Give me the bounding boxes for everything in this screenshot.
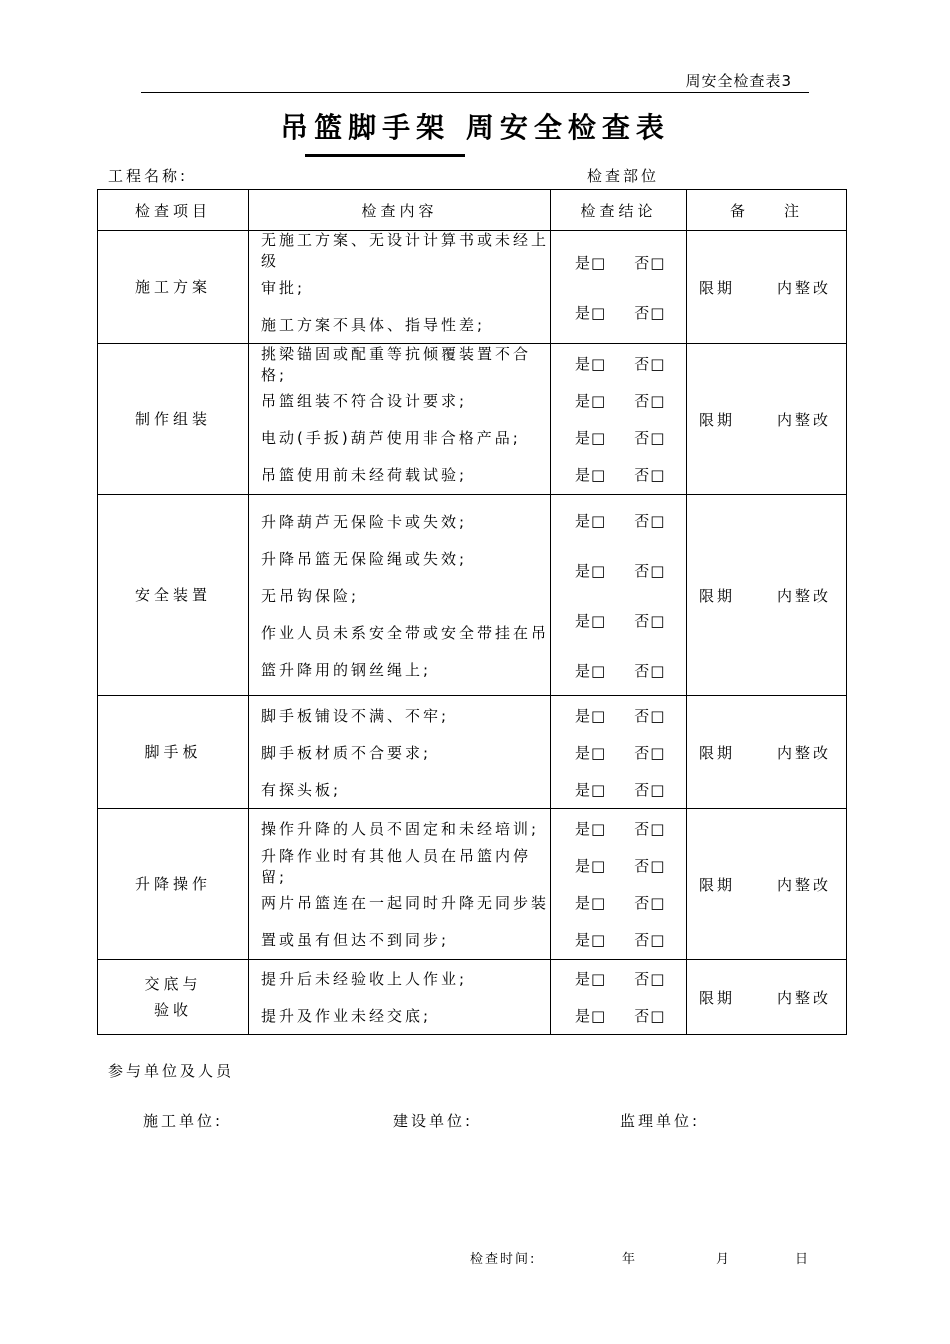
yes-checkbox[interactable]: 是□ [575, 743, 607, 762]
no-checkbox[interactable]: 否□ [634, 355, 666, 373]
rectify-label: 内整改 [777, 988, 832, 1007]
conclusion-line [575, 810, 686, 847]
yes-checkbox[interactable]: 是□ [575, 392, 607, 410]
no-checkbox[interactable]: 否□ [634, 1007, 666, 1025]
conclusion-cell [551, 231, 687, 344]
yes-checkbox[interactable]: 是□ [575, 355, 607, 373]
no-checkbox[interactable]: 否□ [634, 511, 666, 530]
conclusion-line [575, 456, 686, 493]
no-checkbox[interactable]: 否□ [634, 303, 666, 322]
construction-unit-label: 施工单位: [143, 1112, 224, 1130]
content-line: 升降葫芦无保险卡或失效; [261, 512, 468, 531]
conclusion-cell [551, 344, 687, 495]
header-content: 检查内容 [249, 190, 551, 231]
conclusion-line [575, 921, 686, 958]
conclusion-line [575, 771, 686, 808]
no-checkbox[interactable]: 否□ [634, 894, 666, 912]
conclusion-line [575, 345, 686, 382]
yes-checkbox[interactable]: 是□ [575, 706, 607, 725]
yes-checkbox[interactable]: 是□ [575, 511, 607, 530]
client-unit-label: 建设单位: [393, 1112, 474, 1130]
yes-checkbox[interactable]: 是□ [575, 466, 607, 484]
rectify-label: 内整改 [777, 875, 832, 894]
yes-checkbox[interactable]: 是□ [575, 303, 607, 322]
inspection-table [97, 189, 847, 1035]
content-cell [249, 231, 551, 344]
no-checkbox[interactable]: 否□ [634, 743, 666, 762]
content-cell [249, 495, 551, 696]
table-row [98, 344, 847, 495]
content-line: 升降作业时有其他人员在吊篮内停留; [261, 846, 532, 886]
content-cell [249, 960, 551, 1035]
header-item: 检查项目 [98, 190, 249, 231]
content-line: 置或虽有但达不到同步; [261, 931, 450, 949]
content-line: 两片吊篮连在一起同时升降无同步装 [261, 894, 550, 912]
inspection-date-label: 检查时间: [470, 1252, 537, 1267]
content-line: 审批; [261, 278, 306, 297]
no-checkbox[interactable]: 否□ [634, 253, 666, 272]
inspection-location-label: 检查部位 [587, 167, 660, 185]
header-conclusion: 检查结论 [551, 190, 687, 231]
table-row [98, 495, 847, 696]
content-line: 升降吊篮无保险绳或失效; [261, 549, 468, 568]
deadline-label: 限期 [699, 586, 736, 605]
conclusion-line [575, 382, 686, 419]
table-row [98, 809, 847, 960]
conclusion-line [575, 997, 686, 1034]
header-rule [141, 92, 809, 93]
no-checkbox[interactable]: 否□ [634, 429, 666, 447]
remarks-cell [687, 344, 847, 495]
category-line: 交底与 [144, 975, 202, 993]
title-underline [305, 154, 465, 157]
no-checkbox[interactable]: 否□ [634, 561, 666, 580]
conclusion-line [575, 545, 686, 595]
content-line: 脚手板铺设不满、不牢; [261, 706, 450, 725]
header-remarks: 备 注 [687, 190, 847, 231]
deadline-label: 限期 [699, 875, 736, 894]
no-checkbox[interactable]: 否□ [634, 970, 666, 988]
no-checkbox[interactable]: 否□ [634, 931, 666, 949]
category-cell [98, 960, 249, 1035]
deadline-label: 限期 [699, 743, 736, 762]
supervision-unit-label: 监理单位: [620, 1112, 701, 1130]
conclusion-line [575, 697, 686, 734]
conclusion-line [575, 237, 686, 287]
content-line: 作业人员未系安全带或安全带挂在吊 [261, 623, 550, 642]
deadline-label: 限期 [699, 410, 736, 429]
conclusion-line [575, 419, 686, 456]
deadline-label: 限期 [699, 278, 736, 297]
table-row [98, 960, 847, 1035]
date-day-label: 日 [795, 1252, 811, 1267]
no-checkbox[interactable]: 否□ [634, 857, 666, 875]
content-cell [249, 696, 551, 809]
yes-checkbox[interactable]: 是□ [575, 1007, 607, 1025]
conclusion-cell [551, 960, 687, 1035]
remarks-cell [687, 231, 847, 344]
yes-checkbox[interactable]: 是□ [575, 780, 607, 799]
conclusion-line [575, 287, 686, 337]
no-checkbox[interactable]: 否□ [634, 706, 666, 725]
header-label: 周安全检查表3 [685, 72, 792, 90]
conclusion-cell [551, 696, 687, 809]
yes-checkbox[interactable]: 是□ [575, 931, 607, 949]
deadline-label: 限期 [699, 988, 736, 1007]
content-line: 电动(手扳)葫芦使用非合格产品; [261, 429, 521, 447]
conclusion-line [575, 847, 686, 884]
content-cell [249, 809, 551, 960]
content-line: 提升后未经验收上人作业; [261, 970, 468, 988]
content-line: 操作升降的人员不固定和未经培训; [261, 820, 540, 838]
yes-checkbox[interactable]: 是□ [575, 894, 607, 912]
no-checkbox[interactable]: 否□ [634, 820, 666, 838]
content-line: 篮升降用的钢丝绳上; [261, 660, 432, 679]
page-title: 吊篮脚手架 周安全检查表 [280, 111, 670, 144]
project-name-label: 工程名称: [108, 167, 189, 185]
content-line: 无吊钩保险; [261, 586, 360, 605]
no-checkbox[interactable]: 否□ [634, 466, 666, 484]
conclusion-line [575, 495, 686, 545]
table-row [98, 696, 847, 809]
category-cell: 脚手板 [98, 696, 249, 809]
remarks-cell [687, 809, 847, 960]
yes-checkbox[interactable]: 是□ [575, 820, 607, 838]
yes-checkbox[interactable]: 是□ [575, 661, 607, 680]
conclusion-line [575, 960, 686, 997]
yes-checkbox[interactable]: 是□ [575, 429, 607, 447]
content-line: 无施工方案、无设计计算书或未经上级 [261, 231, 550, 270]
rectify-label: 内整改 [777, 586, 832, 605]
date-month-label: 月 [716, 1252, 732, 1267]
conclusion-line [575, 884, 686, 921]
content-line: 提升及作业未经交底; [261, 1007, 432, 1025]
table-row [98, 231, 847, 344]
rectify-label: 内整改 [777, 410, 832, 429]
rectify-label: 内整改 [777, 278, 832, 297]
category-cell: 安全装置 [98, 495, 249, 696]
table-header-row [98, 190, 847, 231]
yes-checkbox[interactable]: 是□ [575, 611, 607, 630]
yes-checkbox[interactable]: 是□ [575, 561, 607, 580]
yes-checkbox[interactable]: 是□ [575, 253, 607, 272]
category-line: 验收 [153, 1001, 192, 1019]
yes-checkbox[interactable]: 是□ [575, 970, 607, 988]
content-line: 脚手板材质不合要求; [261, 743, 432, 762]
conclusion-line [575, 645, 686, 695]
remarks-cell [687, 696, 847, 809]
content-line: 吊篮使用前未经荷载试验; [261, 466, 468, 484]
conclusion-line [575, 595, 686, 645]
remarks-cell [687, 960, 847, 1035]
category-cell: 制作组装 [98, 344, 249, 495]
no-checkbox[interactable]: 否□ [634, 661, 666, 680]
category-cell: 升降操作 [98, 809, 249, 960]
category-cell: 施工方案 [98, 231, 249, 344]
yes-checkbox[interactable]: 是□ [575, 857, 607, 875]
participants-heading: 参与单位及人员 [108, 1062, 235, 1080]
no-checkbox[interactable]: 否□ [634, 780, 666, 799]
date-year-label: 年 [622, 1252, 638, 1267]
conclusion-line [575, 734, 686, 771]
content-line: 施工方案不具体、指导性差; [261, 315, 486, 334]
no-checkbox[interactable]: 否□ [634, 392, 666, 410]
rectify-label: 内整改 [777, 743, 832, 762]
content-line: 有探头板; [261, 780, 342, 799]
conclusion-cell [551, 495, 687, 696]
remarks-cell [687, 495, 847, 696]
conclusion-cell [551, 809, 687, 960]
content-cell [249, 344, 551, 495]
content-line: 挑梁锚固或配重等抗倾覆装置不合格; [261, 344, 532, 384]
no-checkbox[interactable]: 否□ [634, 611, 666, 630]
content-line: 吊篮组装不符合设计要求; [261, 392, 468, 410]
